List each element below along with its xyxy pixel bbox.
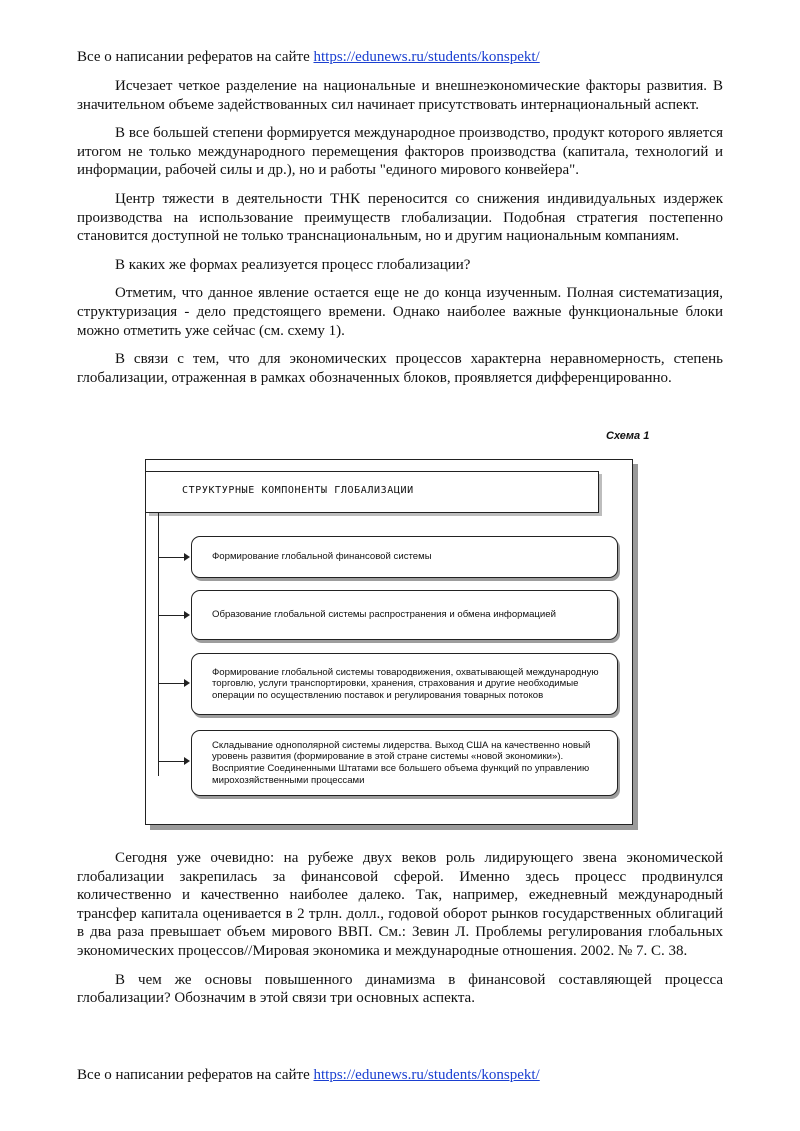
footer-link[interactable]: https://edunews.ru/students/konspekt/: [313, 1067, 540, 1083]
arrow-right-icon: [184, 553, 190, 561]
paragraph: Отметим, что данное явление остается еще не до конца изученным. Полная систематизация, структуризация - дело предстоящего времени. Однако наиболее важные функциональные блоки можно отметить уже сейчас (см. схему 1).: [77, 285, 723, 339]
connector-line: [158, 512, 159, 776]
diagram-block-leadership: [191, 730, 618, 796]
globalization-diagram: [145, 459, 633, 825]
paragraph: В связи с тем, что для экономических процессов характерна неравномерность, степень глобализации, отраженная в рамках обозначенных блоков, проявляется дифференцированно.: [77, 351, 723, 386]
connector: [158, 615, 186, 616]
connector: [158, 761, 186, 762]
paragraph: Исчезает четкое разделение на национальные и внешнеэкономические факторы развития. В значительном объеме задействованных сил начинает присутствовать интернациональный аспект.: [77, 78, 723, 113]
diagram-block-text: Формирование глобальной финансовой системы: [212, 551, 432, 563]
diagram-block-text: Формирование глобальной системы товародвижения, охватывающей международную торговлю, услуги транспортировки, хранения, страхования и другие необходимые операции по осуществлению поставок и регулирования товарных потоков: [212, 666, 599, 701]
diagram-block-information: [191, 590, 618, 640]
header-text: Все о написании рефератов на сайте: [77, 49, 314, 65]
arrow-right-icon: [184, 611, 190, 619]
diagram-title: СТРУКТУРНЫЕ КОМПОНЕНТЫ ГЛОБАЛИЗАЦИИ: [182, 485, 414, 496]
footer-text: Все о написании рефератов на сайте: [77, 1067, 314, 1083]
footer-line: [77, 1066, 540, 1084]
diagram-block-trade: [191, 653, 618, 715]
schema-label: Схема 1: [606, 430, 650, 442]
diagram-block-text: Образование глобальной системы распространения и обмена информацией: [212, 609, 556, 621]
header-link[interactable]: https://edunews.ru/students/konspekt/: [313, 49, 540, 65]
paragraph: В каких же формах реализуется процесс глобализации?: [115, 256, 471, 273]
arrow-right-icon: [184, 757, 190, 765]
paragraph: Центр тяжести в деятельности ТНК переносится со снижения индивидуальных издержек производства на использование преимуществ глобализации. Подобная стратегия постепенно становится доступной не только транснациональным, но и другим национальным компаниям.: [77, 190, 723, 245]
paragraph: В чем же основы повышенного динамизма в финансовой составляющей процесса глобализации? Обозначим в этой связи три основных аспекта.: [77, 971, 723, 1007]
diagram-block-text: Складывание однополярной системы лидерства. Выход США на качественно новый уровень развития (формирование в этой стране системы «новой экономики»). Восприятие Соединенными Штатами все большего объема функций по управлению мирохозяйственными процессами: [212, 739, 591, 786]
top-text-block: [77, 77, 723, 397]
connector: [158, 557, 186, 558]
diagram-block-finance: [191, 536, 618, 578]
header-line: [77, 48, 540, 66]
arrow-right-icon: [184, 679, 190, 687]
connector: [158, 683, 186, 684]
bottom-text-block: [77, 849, 723, 1018]
paragraph: В все большей степени формируется международное производство, продукт которого является итогом не только международного перемещения факторов производства (капитала, технологий и информации, рабочей силы и др.), но и работы "единого мирового конвейера".: [77, 125, 723, 179]
paragraph: Сегодня уже очевидно: на рубеже двух веков роль лидирующего звена экономической глобализации закрепилась за финансовой сферой. Именно здесь процесс продвинулся количественно и качественно наиболее далеко. Так, например, ежедневный международный трансфер капитала оценивается в 2 трлн. долл., годовой оборот рынков государственных облигаций в два раза превышает объем мирового ВВП. См.: Зевин Л. Проблемы регулирования глобальных экономических процессов//Мировая экономика и международные отношения. 2002. № 7. С. 38.: [77, 850, 723, 959]
diagram-title-box: [146, 471, 599, 513]
